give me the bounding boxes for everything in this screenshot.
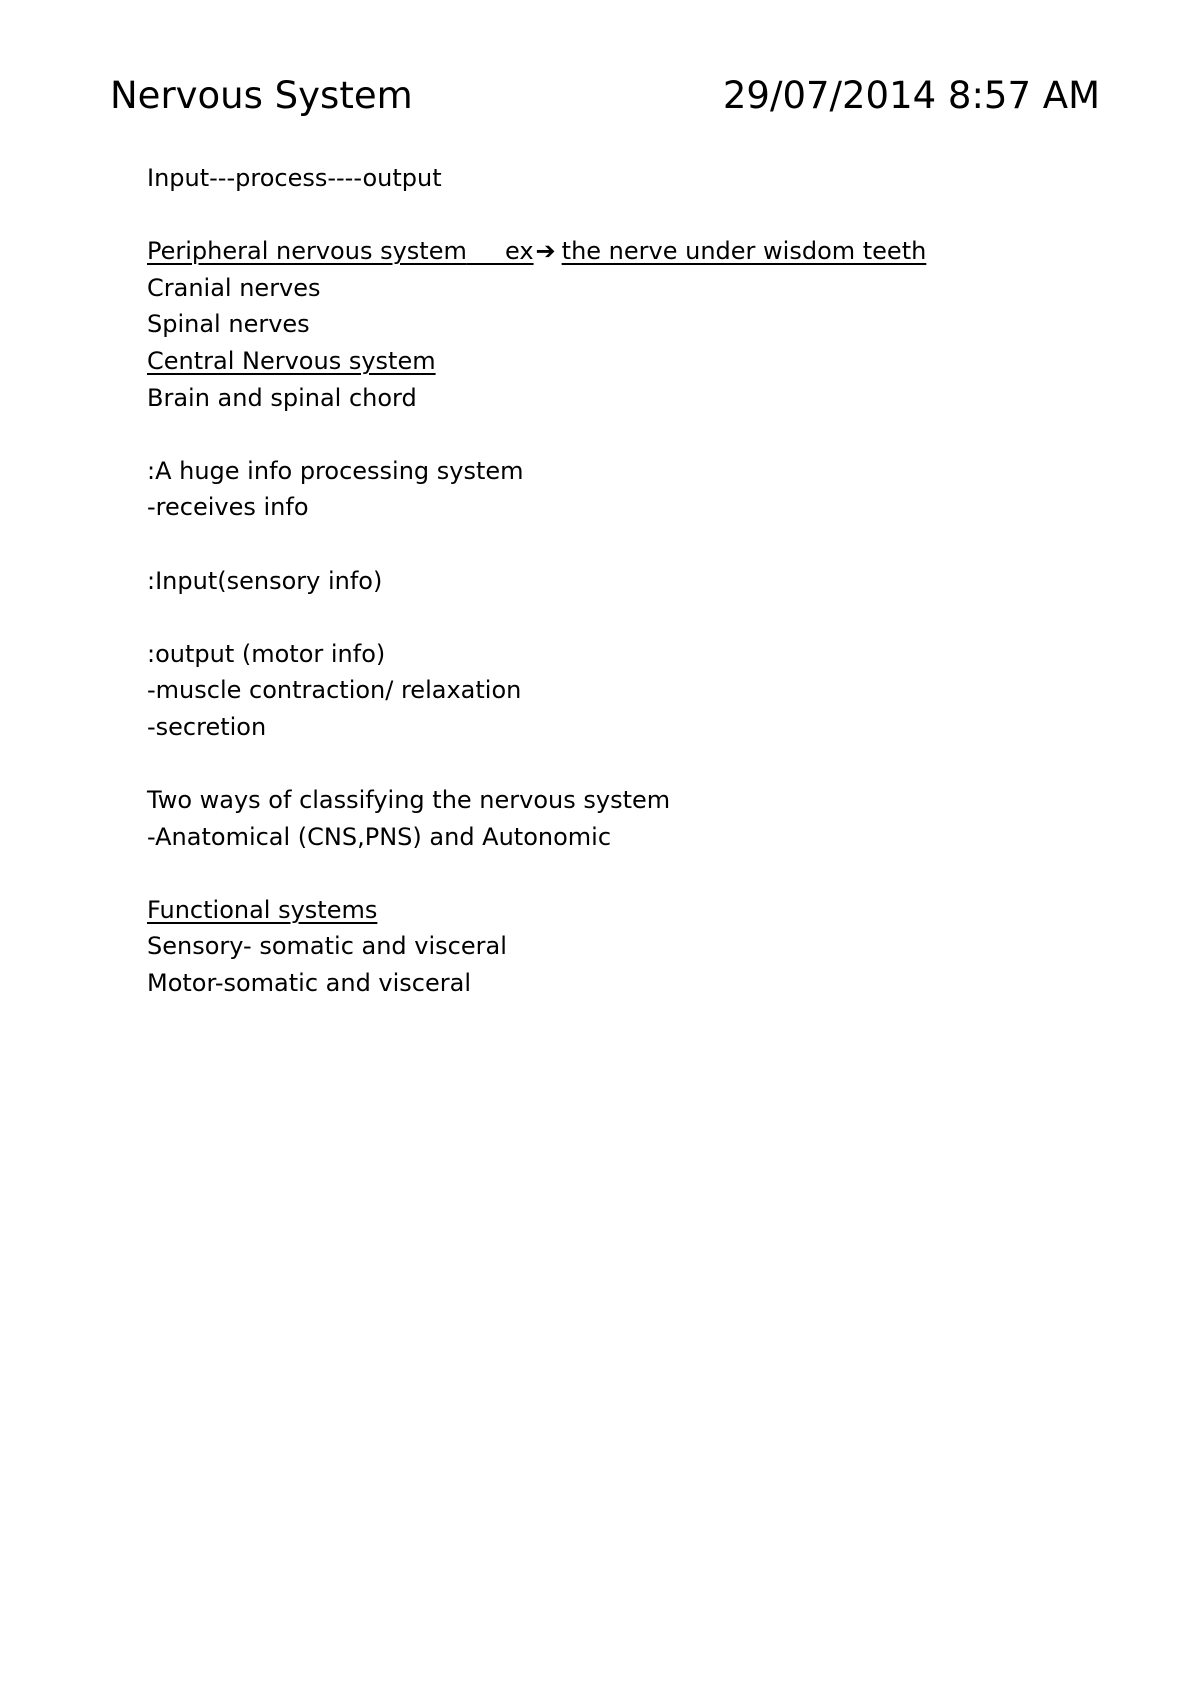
blank-line: [147, 599, 1047, 636]
pns-heading-line: [147, 233, 1047, 270]
functional-heading: Functional systems: [147, 895, 378, 924]
notes-line: -receives info: [147, 493, 309, 522]
notes-line: -secretion: [147, 712, 267, 741]
notes-line: Brain and spinal chord: [147, 383, 417, 412]
blank-line: [147, 746, 1047, 783]
pns-example-prefix: ex: [505, 237, 534, 266]
pns-example-text: the nerve under wisdom teeth: [561, 237, 927, 266]
blank-line: [147, 197, 1047, 234]
notes-line: :Input(sensory info): [147, 566, 383, 595]
notes-line: -muscle contraction/ relaxation: [147, 676, 522, 705]
page-title: Nervous System: [110, 74, 413, 117]
notes-line: :A huge info processing system: [147, 456, 524, 485]
blank-line: [147, 526, 1047, 563]
notes-line: -Anatomical (CNS,PNS) and Autonomic: [147, 822, 612, 851]
notes-body: [147, 160, 1047, 1002]
functional-heading-line: [147, 892, 1047, 929]
pns-heading: Peripheral nervous system: [147, 237, 467, 266]
notes-line: Motor-somatic and visceral: [147, 969, 472, 998]
notes-line: Cranial nerves: [147, 273, 321, 302]
notes-line: Two ways of classifying the nervous system: [147, 786, 671, 815]
cns-heading: Central Nervous system: [147, 346, 436, 375]
blank-line: [147, 855, 1047, 892]
notes-line: Spinal nerves: [147, 310, 310, 339]
page-header: [110, 72, 1100, 120]
page-datetime: 29/07/2014 8:57 AM: [722, 74, 1100, 117]
cns-heading-line: [147, 343, 1047, 380]
notes-line: Sensory- somatic and visceral: [147, 932, 507, 961]
blank-line: [147, 416, 1047, 453]
arrow-right-icon: ➔: [535, 237, 556, 266]
notes-line: Input---process----output: [147, 164, 442, 192]
notes-line: :output (motor info): [147, 639, 386, 668]
